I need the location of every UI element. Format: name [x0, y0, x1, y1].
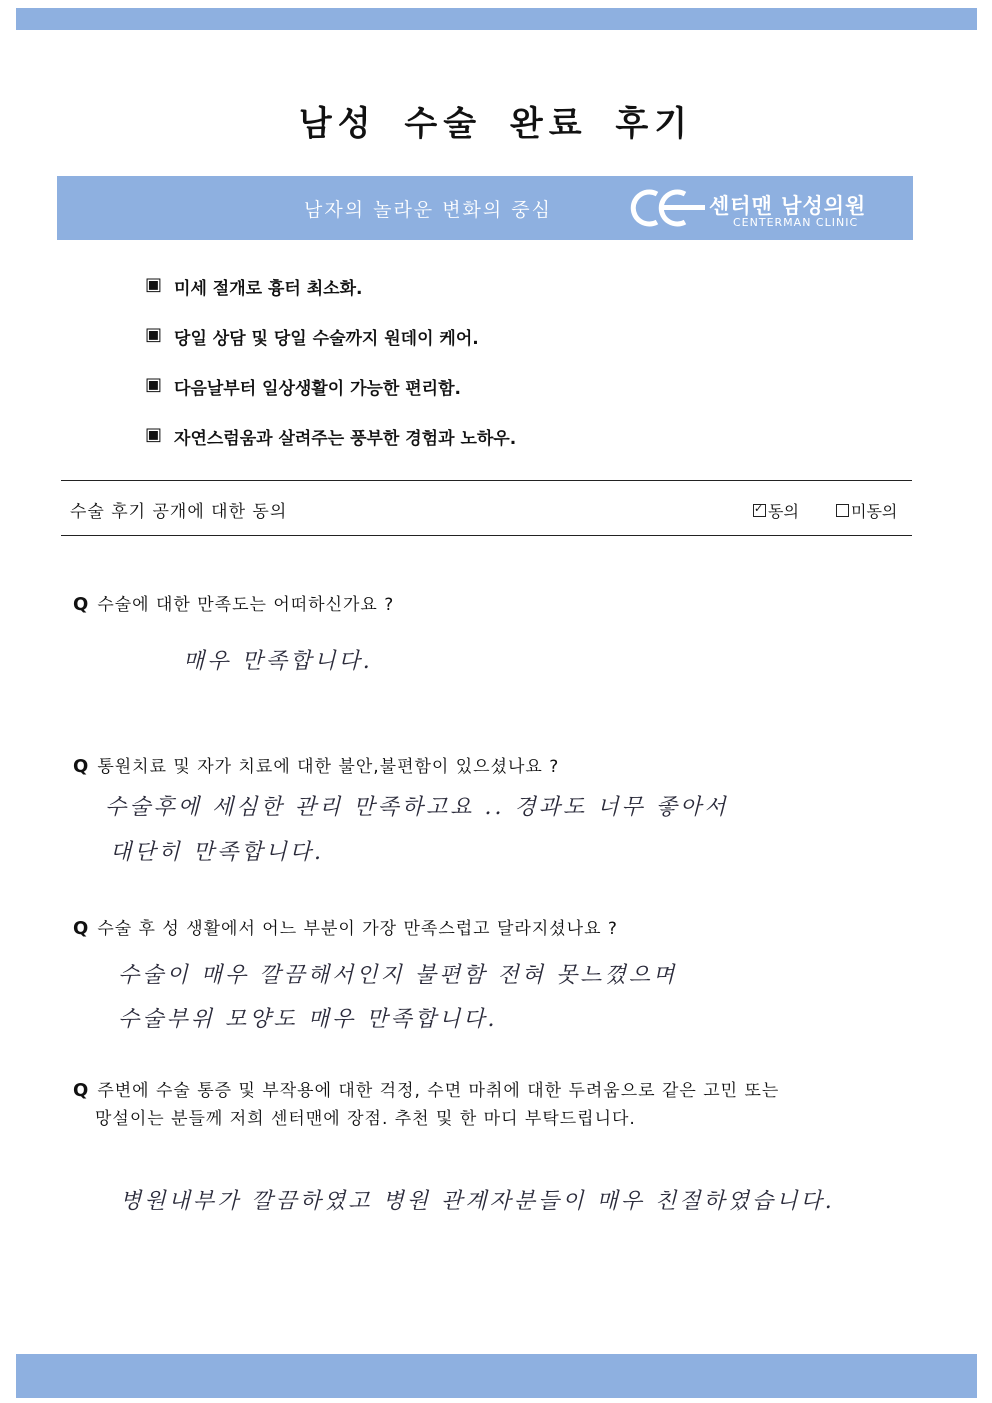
consent-label: 수술 후기 공개에 대한 동의 [70, 502, 288, 522]
agree-checkbox[interactable] [753, 504, 766, 517]
question-text: 주변에 수술 통증 및 부작용에 대한 걱정, 수면 마취에 대한 두려움으로 같은 고민 또는 [97, 1081, 780, 1101]
logo-name: 센터맨 남성의원 [709, 194, 867, 218]
logo-subtitle: CENTERMAN CLINIC [733, 216, 859, 229]
handwritten-answer-1: 매우 만족합니다. [183, 649, 373, 674]
feature-text: 당일 상담 및 당일 수술까지 원데이 케어. [174, 329, 479, 349]
clinic-logo [623, 186, 893, 230]
question-text-continued: 망설이는 분들께 저희 센터맨에 장점. 추천 및 한 마디 부탁드립니다. [95, 1109, 636, 1129]
consent-row [61, 480, 912, 536]
feature-list [145, 274, 516, 474]
square-bullet-icon: ▣ [145, 374, 163, 395]
q-bullet-icon: Q [73, 594, 90, 615]
handwritten-answer-2-line-1: 수술후에 세심한 관리 만족하고요 .. 경과도 너무 좋아서 [105, 795, 729, 820]
question-text: 수술 후 성 생활에서 어느 부분이 가장 만족스럽고 달라지셨나요 ? [97, 919, 618, 939]
bottom-band [16, 1354, 977, 1398]
feature-item [145, 324, 516, 374]
feature-text: 미세 절개로 흉터 최소화. [174, 279, 363, 299]
agree-label: 동의 [768, 502, 799, 521]
feature-item [145, 274, 516, 324]
question-1 [73, 591, 394, 619]
question-2 [73, 753, 559, 781]
page-title: 남성 수술 완료 후기 [298, 104, 694, 144]
question-4 [73, 1077, 779, 1133]
feature-text: 다음날부터 일상생활이 가능한 편리함. [174, 379, 461, 399]
feature-text: 자연스럼움과 살려주는 풍부한 경험과 노하우. [174, 429, 517, 449]
question-3 [73, 915, 618, 943]
disagree-checkbox[interactable] [836, 504, 849, 517]
q-bullet-icon: Q [73, 1080, 90, 1101]
banner-slogan: 남자의 놀라운 변화의 중심 [304, 199, 553, 221]
handwritten-answer-3-line-1: 수술이 매우 깔끔해서인지 불편함 전혀 못느꼈으며 [118, 963, 678, 988]
question-text: 수술에 대한 만족도는 어떠하신가요 ? [97, 595, 395, 615]
consent-disagree-option[interactable] [836, 499, 897, 522]
clinic-banner [57, 176, 913, 240]
q-bullet-icon: Q [73, 756, 90, 777]
cc-logo-icon [623, 188, 707, 228]
consent-agree-option[interactable] [753, 499, 799, 522]
square-bullet-icon: ▣ [145, 274, 163, 295]
square-bullet-icon: ▣ [145, 324, 163, 345]
handwritten-answer-4: 병원내부가 깔끔하였고 병원 관계자분들이 매우 친절하였습니다. [120, 1189, 835, 1214]
q-bullet-icon: Q [73, 918, 90, 939]
handwritten-answer-3-line-2: 수술부위 모양도 매우 만족합니다. [118, 1007, 498, 1032]
question-text: 통원치료 및 자가 치료에 대한 불안,불편함이 있으셨나요 ? [97, 757, 560, 777]
check-icon: ✓ [754, 502, 764, 515]
feature-item [145, 424, 516, 474]
square-bullet-icon: ▣ [145, 424, 163, 445]
handwritten-answer-2-line-2: 대단히 만족합니다. [110, 840, 325, 865]
top-band [16, 8, 977, 30]
disagree-label: 미동의 [851, 502, 898, 521]
feature-item [145, 374, 516, 424]
